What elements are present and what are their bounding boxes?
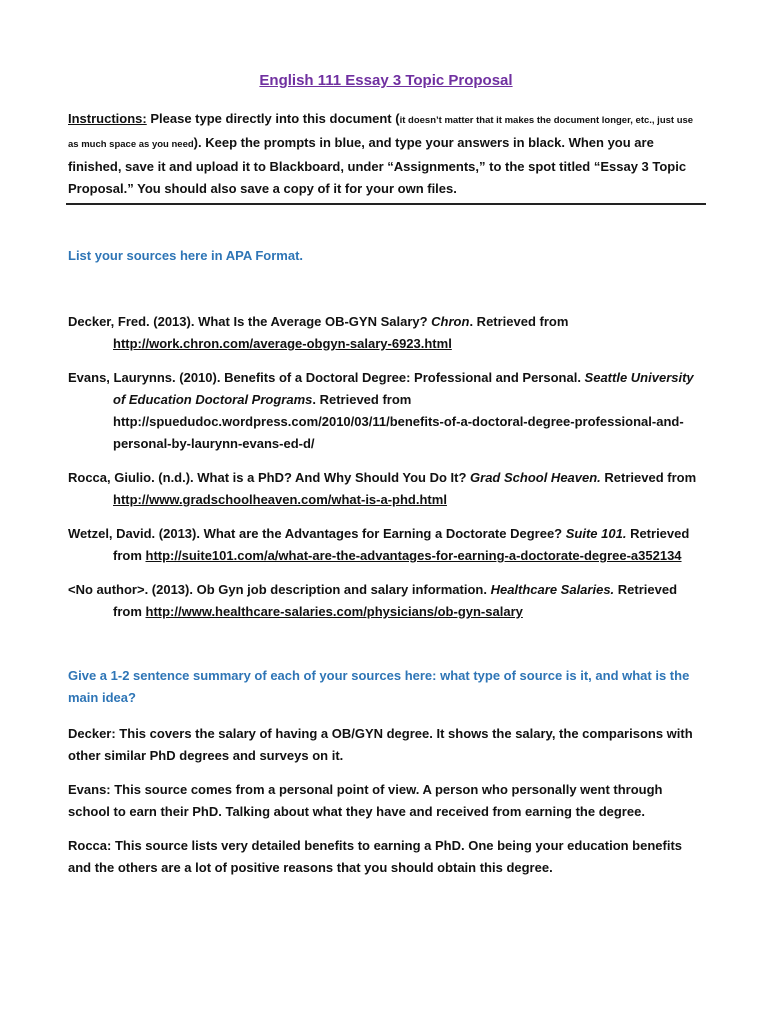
reference-text: Evans, Laurynns. (2010). Benefits of a Doctoral Degree: Professional and Personal.: [68, 370, 585, 385]
reference-link[interactable]: http://suite101.com/a/what-are-the-advantages-for-earning-a-doctorate-degree-a352134: [145, 548, 682, 563]
sources-prompt: List your sources here in APA Format.: [68, 248, 304, 263]
summary-item: Decker: This covers the salary of having a OB/GYN degree. It shows the salary, the comparisons with other similar PhD degrees and surveys on it.: [68, 726, 693, 763]
reference-source-title: Healthcare Salaries.: [490, 582, 615, 597]
reference-item: [68, 523, 704, 567]
reference-text: Decker, Fred. (2013). What Is the Average OB-GYN Salary?: [68, 314, 432, 329]
summary-item: Rocca: This source lists very detailed benefits to earning a PhD. One being your education benefits and the others are a lot of positive reasons that you should obtain this degree.: [68, 838, 683, 875]
reference-retrieved: Retrieved from: [113, 526, 690, 563]
reference-source-title: Seattle University of Education Doctoral Programs: [113, 370, 694, 407]
reference-list: [68, 311, 704, 623]
reference-text: Rocca, Giulio. (n.d.). What is a PhD? And Why Should You Do It?: [68, 470, 471, 485]
reference-retrieved: Retrieved from: [113, 582, 678, 619]
instructions-paragraph: [68, 108, 704, 200]
reference-retrieved: . Retrieved from http://spuedudoc.wordpress.com/2010/03/11/benefits-of-a-doctoral-degree-professional-and-personal-by-laurynn-evans-ed-d/: [113, 392, 684, 451]
reference-item: [68, 311, 704, 355]
reference-link[interactable]: http://www.healthcare-salaries.com/physicians/ob-gyn-salary: [145, 604, 523, 619]
instructions-label: Instructions:: [68, 111, 147, 126]
reference-source-title: Suite 101.: [565, 526, 627, 541]
reference-text: <No author>. (2013). Ob Gyn job description and salary information.: [68, 582, 491, 597]
summary-prompt: Give a 1-2 sentence summary of each of your sources here: what type of source is it, and what is the main idea?: [68, 668, 690, 705]
summary-list: [68, 723, 704, 879]
horizontal-divider: [66, 203, 706, 205]
reference-source-title: Grad School Heaven.: [470, 470, 601, 485]
summary-item: Evans: This source comes from a personal point of view. A person who personally went through school to earn their PhD. Talking about what they have and received from earning the degree.: [68, 782, 663, 819]
reference-item: [68, 579, 704, 623]
instructions-text-after: ). Keep the prompts in blue, and type your answers in black. When you are finished, save it and upload it to Blackboard, under “Assignments,” to the spot titled “Essay 3 Topic Proposal.” You should also save a copy of it for your own files.: [68, 135, 687, 196]
reference-source-title: Chron: [431, 314, 470, 329]
reference-link[interactable]: http://www.gradschoolheaven.com/what-is-a-phd.html: [113, 492, 447, 507]
reference-item: [68, 367, 704, 455]
reference-link[interactable]: http://work.chron.com/average-obgyn-salary-6923.html: [113, 336, 452, 351]
reference-retrieved: Retrieved from: [600, 470, 697, 485]
page-title: English 111 Essay 3 Topic Proposal: [259, 72, 513, 89]
instructions-small-note: it doesn’t matter that it makes the document longer, etc., just use as much space as you need: [68, 115, 694, 150]
reference-retrieved: . Retrieved from: [469, 314, 569, 329]
instructions-text-before: Please type directly into this document (: [146, 111, 400, 126]
reference-text: Wetzel, David. (2013). What are the Advantages for Earning a Doctorate Degree?: [68, 526, 566, 541]
reference-item: [68, 467, 704, 511]
